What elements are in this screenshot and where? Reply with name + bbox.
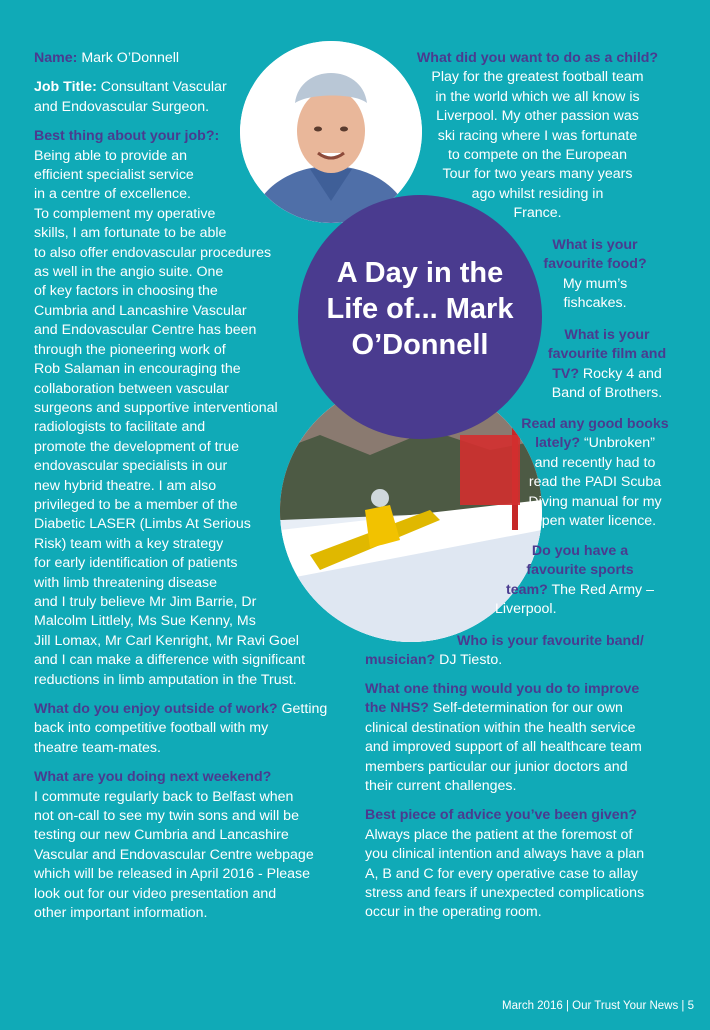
answer-line: back into competitive football with my [34, 720, 269, 737]
sports-question: favourite sports [526, 562, 634, 579]
child-section [405, 49, 670, 224]
film-question: TV? [552, 365, 579, 382]
film-section [532, 326, 682, 404]
left-column [34, 49, 342, 933]
answer-line: Getting [277, 701, 328, 717]
answer-line: Malcolm Littlely, Ms Sue Kenny, Ms [34, 613, 256, 630]
nhs-section [365, 680, 685, 796]
next-weekend-section [34, 768, 342, 923]
answer-line: occur in the operating room. [365, 904, 542, 921]
answer-line: Rob Salaman in encouraging the [34, 361, 241, 378]
answer-line: with limb threatening disease [34, 574, 217, 591]
food-section [530, 236, 660, 314]
title-line-1: A Day in the [336, 257, 504, 289]
name-value: Mark O’Donnell [77, 50, 180, 66]
answer-line: Tour for two years many years [442, 166, 633, 183]
answer-line: testing our new Cumbria and Lancashire [34, 827, 289, 844]
film-question: favourite film and [547, 346, 667, 363]
answer-line: Jill Lomax, Mr Carl Kenright, Mr Ravi Goel [34, 632, 299, 649]
answer-line: which will be released in April 2016 - Please [34, 866, 311, 883]
title-line-3: O’Donnell [351, 329, 489, 361]
job-line: and Endovascular Surgeon. [34, 98, 210, 115]
nhs-question: the NHS? [365, 700, 429, 717]
film-question: What is your [564, 327, 650, 343]
job-line: Consultant Vascular [96, 79, 227, 96]
answer-line: in the world which we all know is [435, 88, 640, 105]
answer-line: of key factors in choosing the [34, 283, 218, 300]
right-bottom-column [365, 680, 685, 933]
answer-line: Play for the greatest football team [431, 69, 644, 86]
answer-line: not on-call to see my twin sons and will be [34, 808, 299, 825]
outside-work-section [34, 700, 342, 758]
answer-line: To complement my operative [34, 205, 216, 222]
books-question: lately? [535, 435, 581, 452]
title-line-2: Life of... Mark [326, 293, 514, 325]
answer-line: and I truly believe Mr Jim Barrie, Dr [34, 593, 257, 610]
advice-section [365, 806, 685, 922]
answer-line: and recently had to [534, 454, 656, 471]
outside-work-question: What do you enjoy outside of work? [34, 701, 278, 717]
answer-line: Band of Brothers. [551, 385, 663, 402]
answer-line: efficient specialist service [34, 167, 194, 184]
sports-section [495, 542, 665, 620]
answer-line: radiologists to facilitate and [34, 419, 206, 436]
answer-line: Liverpool. [495, 601, 557, 618]
answer-line: privileged to be a member of the [34, 496, 238, 513]
answer-line: endovascular specialists in our [34, 458, 228, 475]
answer-line: fishcakes. [563, 295, 627, 312]
band-section [365, 632, 695, 671]
answer-line: reductions in limb amputation in the Trust. [34, 671, 297, 688]
band-question: Who is your favourite band/ [457, 633, 644, 649]
answer-line: Being able to provide an [34, 147, 188, 164]
answer-line: The Red Army – [547, 581, 654, 598]
answer-line: read the PADI Scuba [528, 474, 662, 491]
answer-line: their current challenges. [365, 778, 517, 795]
answer-line: new hybrid theatre. I am also [34, 477, 217, 494]
job-label: Job Title: [34, 79, 97, 96]
answer-line: DJ Tiesto. [435, 652, 503, 669]
nhs-question: What one thing would you do to improve [365, 681, 640, 697]
answer-line: Cumbria and Lancashire Vascular [34, 302, 247, 319]
answer-line: Always place the patient at the foremost of [365, 826, 633, 843]
sports-question: team? [506, 581, 548, 598]
books-section [505, 415, 685, 531]
answer-line: to also offer endovascular procedures [34, 244, 272, 261]
answer-line: France. [513, 205, 562, 222]
child-question: What did you want to do as a child? [416, 50, 659, 66]
answer-line: skills, I am fortunate to be able [34, 225, 227, 242]
name-label: Name: [34, 50, 78, 66]
answer-line: promote the development of true [34, 438, 240, 455]
answer-line: for early identification of patients [34, 555, 238, 572]
books-question: Read any good books [521, 416, 669, 432]
answer-line: and Endovascular Centre has been [34, 322, 257, 339]
answer-line: you clinical intention and always have a plan [365, 846, 645, 863]
answer-line: A, B and C for every operative case to allay [365, 865, 638, 882]
answer-line: to compete on the European [447, 147, 628, 164]
answer-line: look out for our video presentation and [34, 885, 277, 902]
page-footer: March 2016 | Our Trust Your News | 5 [502, 1000, 694, 1012]
next-weekend-question: What are you doing next weekend? [34, 769, 272, 786]
best-thing-section [34, 127, 342, 690]
answer-line: and improved support of all healthcare team [365, 739, 642, 756]
answer-line: in a centre of excellence. [34, 186, 191, 203]
answer-line: other important information. [34, 905, 208, 922]
answer-line: I commute regularly back to Belfast when [34, 788, 294, 805]
answer-line: through the pioneering work of [34, 341, 226, 358]
band-question: musician? [365, 652, 436, 669]
answer-line: collaboration between vascular [34, 380, 229, 397]
answer-line: stress and fears if unexpected complications [365, 885, 645, 902]
answer-line: “Unbroken” [580, 435, 655, 452]
answer-line: surgeons and supportive interventional [34, 399, 278, 416]
answer-line: Diabetic LASER (Limbs At Serious [34, 516, 251, 533]
answer-line: Liverpool. My other passion was [436, 108, 639, 125]
answer-line: Self-determination for our own [428, 700, 623, 717]
answer-line: members particular our junior doctors and [365, 758, 628, 775]
answer-line: Risk) team with a key strategy [34, 535, 224, 552]
advice-question: Best piece of advice you’ve been given? [365, 807, 638, 824]
answer-line: open water licence. [533, 513, 657, 530]
answer-line: ski racing where I was fortunate [437, 127, 638, 144]
answer-line: ago whilst residing in [471, 185, 604, 202]
answer-line: My mum’s [562, 275, 628, 292]
answer-line: clinical destination within the health service [365, 719, 636, 736]
name-field [34, 49, 342, 68]
best-thing-question: Best thing about your job?: [34, 128, 220, 145]
food-question: favourite food? [543, 256, 647, 273]
sports-question: Do you have a [531, 543, 629, 559]
answer-line: and I can make a difference with significant [34, 652, 306, 669]
answer-line: Vascular and Endovascular Centre webpage [34, 846, 314, 863]
food-question: What is your [552, 237, 638, 253]
answer-line: Diving manual for my [528, 493, 662, 510]
answer-line: Rocky 4 and [578, 365, 662, 382]
answer-line: theatre team-mates. [34, 739, 161, 756]
answer-line: as well in the angio suite. One [34, 264, 224, 281]
job-field [34, 78, 342, 117]
